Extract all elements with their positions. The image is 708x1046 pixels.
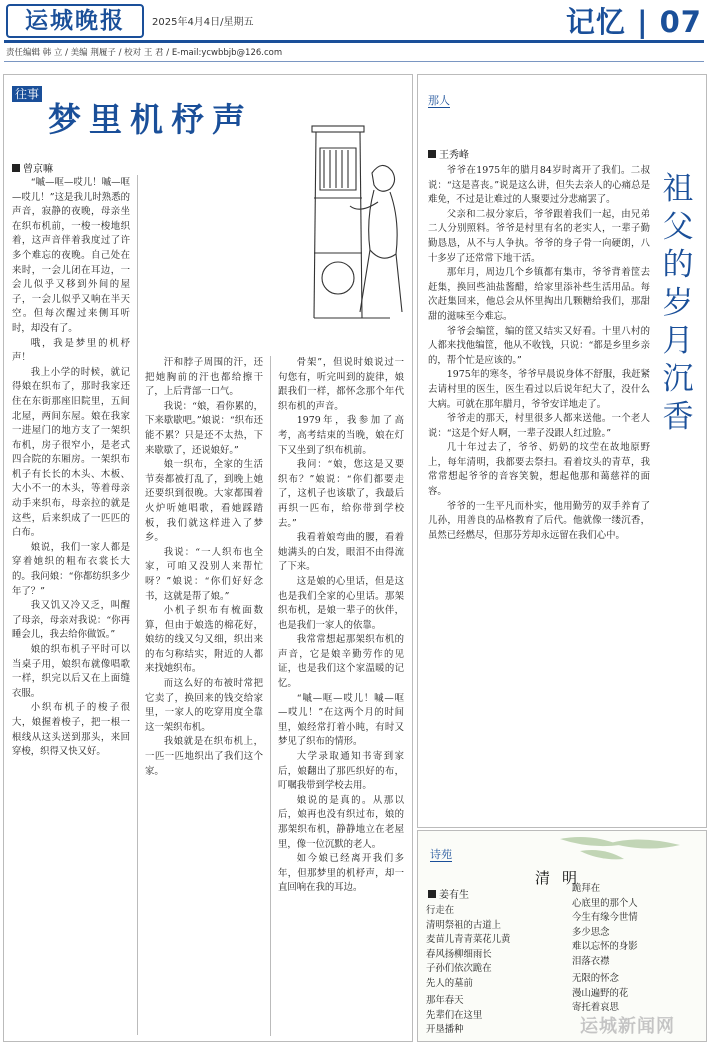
paragraph: 我问：“娘，您这是又要织布？”娘说：“你们都要走了，这机子也该歇了，我最后再织一匹布，给你带到学校去。” — [278, 459, 404, 529]
paragraph: 爷爷在1975年的腊月84岁时离开了我们。二叔说：“这是喜丧。”说是这么讲，但失去亲人的心痛总是难免，不过是让难过的人聚要过分悲痛罢了。 — [428, 165, 650, 206]
paragraph: 那年月，周边几个乡镇都有集市，爷爷背着筐去赶集，换回些油盐酱醋，给家里添补些生活用品。每次赶集回来，他总会从怀里掏出几颗糖给我们，那甜甜的滋味至今难忘。 — [428, 267, 650, 322]
article1-tag: 往事 — [12, 86, 42, 102]
poem-author-name: 姜有生 — [439, 890, 469, 901]
article2-author — [428, 146, 469, 161]
poem-line: 先人的墓前 — [426, 977, 473, 989]
paragraph: 小织布机子的梭子很大，娘握着梭子，把一根一根线从这头送到那头，来回穿梭，织得又快又好。 — [12, 702, 130, 758]
paragraph: “嘁—哐—哎儿！嘁—哐—哎儿！”这是我儿时熟悉的声音，寂静的夜晚，母亲坐在织布机前，一梭一梭地织着，这声音伴着我度过了许多个难忘的夜晚。自己处在来时，一会儿闭在耳边，一会儿似乎又移到外间的屋子，一会儿似乎又响在半天空。但每次醒过来侧耳听时，却没有了。 — [12, 177, 130, 334]
paragraph: 大学录取通知书寄到家后，娘翻出了那匹织好的布，叮嘱我带到学校去用。 — [278, 751, 404, 792]
issue-date: 2025年4月4日/星期五 — [152, 17, 254, 28]
poem-author — [428, 886, 469, 901]
paragraph: 如今娘已经离开我们多年，但那梦里的机杼声，却一直回响在我的耳边。 — [278, 853, 404, 894]
paragraph: 我说：“娘，看你累的，下来歇歇吧。”娘说：“织布还能不累？只是还不太热，下来歇歇了，还说娘好。” — [145, 400, 263, 456]
paragraph: 娘的织布机子平时可以当桌子用，娘织布就像唱歌一样，织完以后又在上面缝衣服。 — [12, 644, 130, 699]
poem-title: 清明 — [535, 869, 590, 887]
poem-line: 先辈们在这里 — [426, 1009, 483, 1021]
paragraph: 这是娘的心里话，但是这也是我们全家的心里话。那架织布机，是娘一辈子的伙伴，也是我们一家人的依靠。 — [278, 575, 404, 631]
poem-stanza-2 — [572, 882, 638, 970]
poem-line: 开垦播种 — [426, 1024, 464, 1036]
newspaper-logo: 运城晚报 — [6, 4, 144, 38]
paragraph: 哦，我是梦里的机杼声！ — [12, 337, 130, 364]
paragraph: 父亲和二叔分家后，爷爷跟着我们一起，由兄弟二人分别照料。爷爷是村里有名的老实人，一辈子勤勤恳恳，从不与人争执。爷爷的身子骨一向硬朗，八十多岁了还常常下地干活。 — [428, 208, 650, 264]
column-divider — [270, 356, 271, 1036]
poem-tag: 诗苑 — [430, 848, 452, 861]
paragraph: “嘁—哐—哎儿！嘁—哐—哎儿！”在这两个月的时间里，娘经常打着小盹，有时又梦见了织布的情形。 — [278, 692, 404, 748]
poem-stanza-3 — [426, 994, 482, 1038]
article1-column-3 — [278, 356, 404, 1036]
masthead — [0, 0, 708, 72]
weaving-illustration — [300, 78, 410, 348]
paragraph: 我常常想起那架织布机的声音，它是娘辛勤劳作的见证，也是我们这个家温暖的记忆。 — [278, 634, 404, 690]
masthead-thin-rule — [4, 61, 704, 62]
paragraph: 几十年过去了，爷爷、奶奶的坟茔在故地原野上，每年清明，我都要去祭扫。看着坟头的青草，我常常想起爷爷的音容笑貌，想起他那和蔼慈祥的面容。 — [428, 442, 650, 498]
site-watermark: 运城新闻网 — [580, 1016, 675, 1037]
article1-title: 梦里机杼声 — [48, 100, 253, 139]
article1-column-1 — [12, 176, 130, 1036]
author-marker-icon — [12, 164, 20, 172]
poem-line: 跪拜在 — [572, 883, 601, 894]
poem-line: 心底里的那个人 — [572, 897, 638, 909]
poem-line: 子孙们依次跪在 — [426, 963, 492, 975]
poem-line: 无限的怀念 — [572, 973, 619, 984]
author-marker-icon — [428, 890, 436, 898]
article1-author-name: 曾京嘛 — [23, 164, 53, 175]
paragraph: 娘说的是真的。从那以后，娘再也没有织过布，娘的那架织布机，静静地立在老屋里，像一位沉默的老人。 — [278, 794, 404, 850]
article2-title: 祖 父 的 岁 月 沉 香 — [662, 171, 694, 435]
article2-body-narrow — [428, 164, 650, 820]
paragraph: 而这么好的布被时常把它卖了，换回来的钱交给家里，一家人的吃穿用度全靠这一架织布机。 — [145, 678, 263, 733]
poem-line: 寄托着哀思 — [572, 1002, 619, 1014]
poem-stanza-4 — [572, 972, 628, 1016]
poem-line: 难以忘怀的身影 — [572, 941, 638, 953]
paragraph: 我娘就是在织布机上，一匹一匹地织出了我们这个家。 — [145, 736, 263, 777]
article1-author — [12, 160, 53, 175]
poem-line: 清明祭祖的古道上 — [426, 919, 502, 931]
paragraph: 娘一织布，全家的生活节奏都被打乱了，到晚上她还要织到很晚。大家都围着火炉听她唱歌，看她踩踏板，我们就这样进入了梦乡。 — [145, 459, 263, 544]
poem-line: 麦苗儿青青菜花儿黄 — [426, 934, 511, 946]
paragraph: 我说：“一人织布也全家，可咱又没别人来帮忙呀？”娘说：“你们好好念书，这就是帮了娘。” — [145, 546, 263, 602]
paragraph: 1979年，我参加了高考，高考结束的当晚，娘在灯下又坐到了织布机前。 — [278, 415, 404, 456]
paragraph: 爷爷会编筐，编的筐又结实又好看。十里八村的人都来找他编筐，他从不收钱，只说：“都是乡里乡亲的，帮个忙是应该的。” — [428, 325, 650, 366]
poem-line: 那年春天 — [426, 995, 464, 1006]
paragraph: 骨架”，但说时娘说过一句您有，听完叫到的旋律，娘跟我们一样，都怀念那个年代织布机的声音。 — [278, 357, 404, 412]
poem-line: 春风扬柳细雨长 — [426, 948, 492, 960]
column-divider — [137, 175, 138, 1035]
poem-line: 今生有缘今世情 — [572, 912, 638, 924]
paragraph: 1975年的寒冬，爷爷早晨说身体不舒服，我赶紧去请村里的医生，医生看过以后说年纪大了，没什么大病。可就在那年腊月，爷爷安详地走了。 — [428, 369, 650, 410]
paragraph: 爷爷走的那天，村里很多人都来送他。一个老人说：“这是个好人啊，一辈子没跟人红过脸。” — [428, 413, 650, 439]
paragraph: 小机子织布有梳面数算，但由于娘选的棉花好，娘纺的线又匀又细，织出来的布匀称结实，附近的人都来找她织布。 — [145, 605, 263, 675]
paragraph: 我又饥又冷又乏，叫醒了母亲，母亲对我说：“你再睡会儿，我去给你做饭。” — [12, 600, 130, 641]
author-marker-icon — [428, 150, 436, 158]
paragraph: 我看着娘弯曲的腰，看着她满头的白发，眼泪不由得流了下来。 — [278, 532, 404, 573]
poem-stanza-1 — [426, 904, 510, 992]
editor-credits: 责任编辑 韩 立 / 美编 荆履子 / 校对 王 君 / E-mail:ycwbbjb@126.com — [6, 48, 283, 58]
masthead-rule — [4, 40, 704, 43]
paragraph: 汗和脖子周围的汗，还把她胸前的汗也都给擦干了，上后背部一口气。 — [145, 357, 263, 398]
paragraph: 娘说，我们一家人都是穿着她织的粗布衣裳长大的。我问娘：“你都纺织多少年了？” — [12, 541, 130, 597]
article2-tag: 那人 — [428, 94, 450, 107]
paragraph: 我上小学的时候，就记得娘在织布了，那时我家还住在东街那座旧院里，五间北屋，两间东屋。娘在我家一进屋门的地方支了一架织布机，房子很窄小，是老式四合院的东厢房。一架织布机子有长长的木头、木板、大小不一的木头，等着母亲动手来织布，母亲拉的就是这些，后来织成了一匹匹的白布。 — [12, 366, 130, 539]
paragraph: 爷爷的一生平凡而朴实，他用勤劳的双手养育了儿孙，用善良的品格教育了后代。他就像一缕沉香，虽然已经燃尽，但那芬芳却永远留在我们心中。 — [428, 500, 650, 541]
poem-line: 漫山遍野的花 — [572, 987, 629, 999]
poem-line: 行走在 — [426, 905, 455, 916]
article2-author-name: 王秀峰 — [439, 150, 469, 161]
article1-column-2 — [145, 356, 263, 1036]
poem-line: 泪落衣襟 — [572, 955, 610, 967]
poem-line: 多少思念 — [572, 926, 610, 938]
section-title: 记忆 | 07 — [565, 5, 702, 39]
